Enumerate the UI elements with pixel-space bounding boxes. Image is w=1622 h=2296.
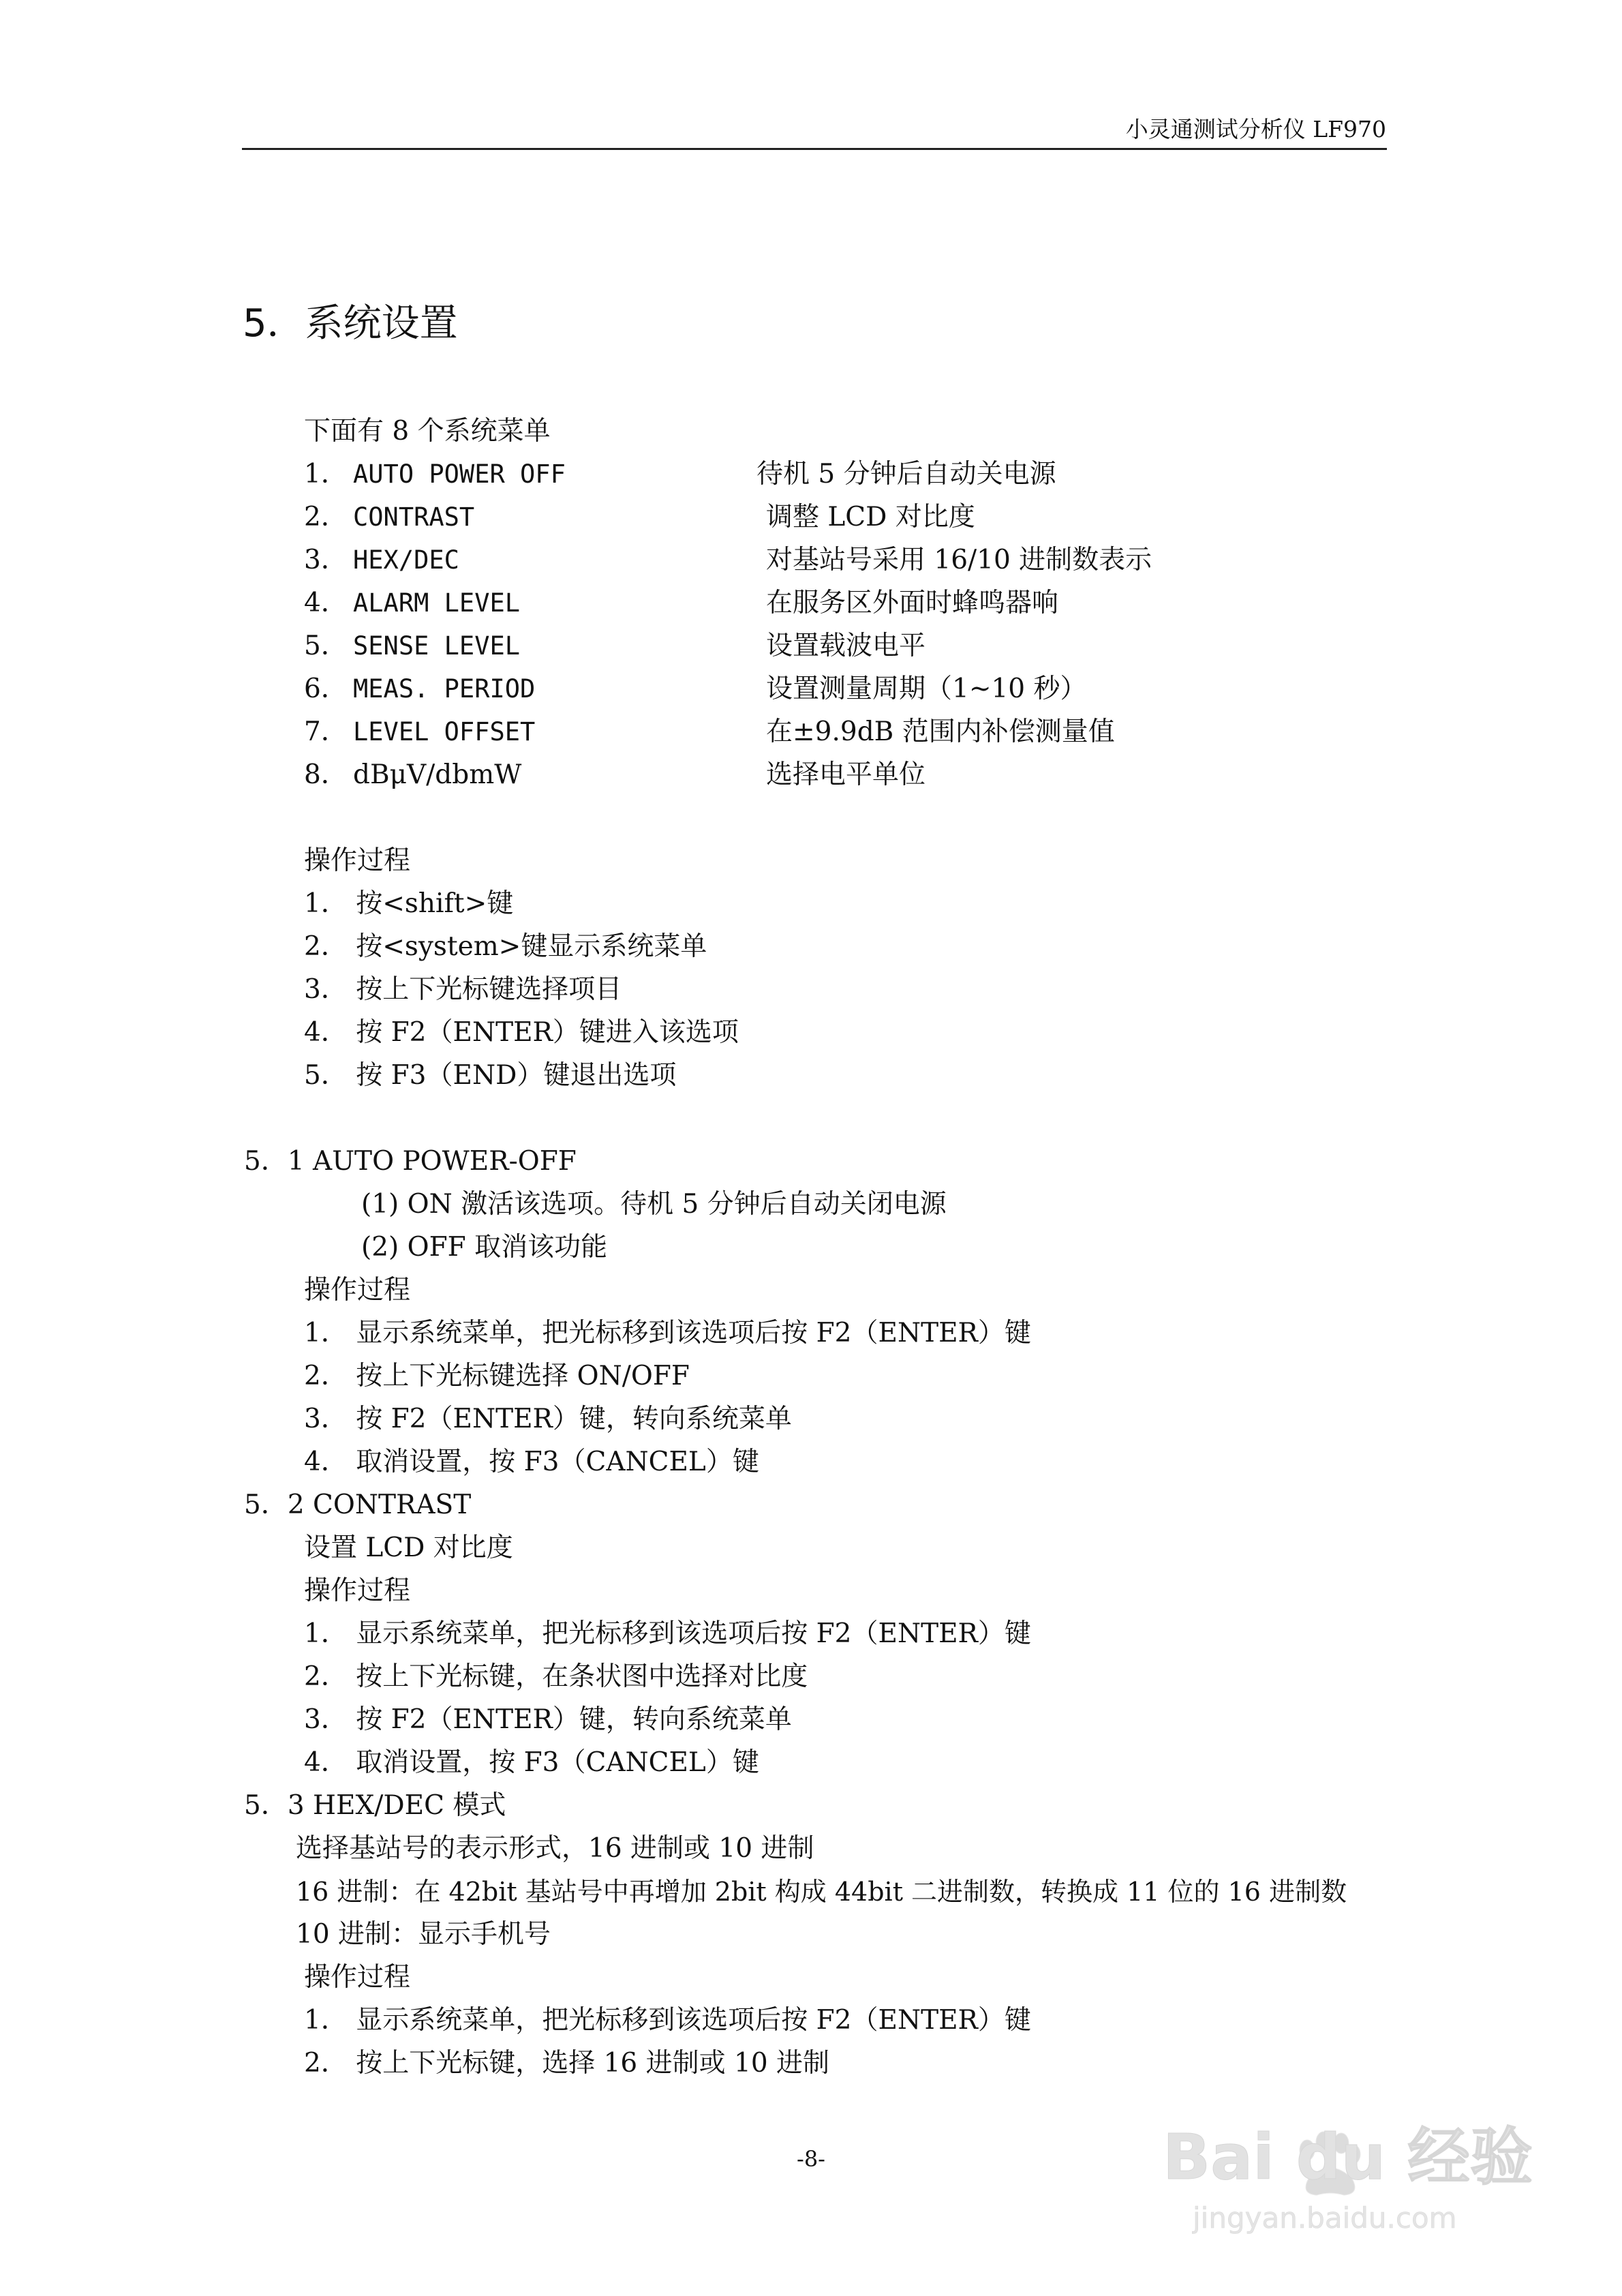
baidu-watermark [1152,2091,1533,2248]
menu-item-number: 7． [304,716,348,747]
menu-item-name: CONTRAST [353,502,475,532]
menu-item-number: 6． [304,674,348,704]
subsection-description: 选择基站号的表示形式，16 进制或 10 进制 [296,1833,814,1864]
watermark-url-text: jingyan.baidu.com [1193,2201,1457,2235]
option-on: (1) ON 激活该选项。待机 5 分钟后自动关闭电源 [361,1189,947,1220]
procedure-step: 5． 按 F3（END）键退出选项 [304,1060,677,1091]
option-off: (2) OFF 取消该功能 [361,1232,608,1263]
procedure-step: 1． 按<shift>键 [304,888,514,919]
menu-item-name: HEX/DEC [353,545,459,575]
procedure-step: 3． 按 F2（ENTER）键，转向系统菜单 [304,1704,792,1735]
menu-item-name: MEAS. PERIOD [353,674,536,704]
menu-intro: 下面有 8 个系统菜单 [304,416,551,447]
menu-item-desc: 对基站号采用 16/10 进制数表示 [766,545,1152,575]
procedure-step: 1． 显示系统菜单，把光标移到该选项后按 F2（ENTER）键 [304,1618,1031,1649]
menu-item-name: AUTO POWER OFF [353,459,566,489]
procedure-step: 3． 按 F2（ENTER）键，转向系统菜单 [304,1404,792,1434]
menu-item-desc: 在±9.9dB 范围内补偿测量值 [766,716,1115,747]
menu-item-name: ALARM LEVEL [353,588,521,618]
procedure-step: 2． 按上下光标键，选择 16 进制或 10 进制 [304,2048,830,2079]
procedure-step: 2． 按上下光标键，在条状图中选择对比度 [304,1661,808,1692]
procedure-step: 2． 按<system>键显示系统菜单 [304,931,707,962]
procedure-step: 3． 按上下光标键选择项目 [304,974,622,1005]
procedure-step: 2． 按上下光标键选择 ON/OFF [304,1361,690,1391]
header-divider [242,148,1387,150]
menu-item-number: 4． [304,588,348,618]
subsection-heading: 5．3 HEX/DEC 模式 [244,1790,506,1821]
menu-item-number: 3． [304,545,348,575]
menu-item-desc: 选择电平单位 [766,759,926,790]
menu-item-name: dBμV/dbmW [353,759,522,790]
menu-item-number: 8． [304,759,348,790]
menu-item-name: LEVEL OFFSET [353,717,536,746]
procedure-title: 操作过程 [304,1275,411,1305]
menu-item-number: 2． [304,502,348,532]
menu-item-desc: 待机 5 分钟后自动关电源 [756,459,1056,489]
section-title: 5．系统设置 [243,301,458,346]
menu-item-desc: 调整 LCD 对比度 [766,502,975,532]
menu-item-number: 5． [304,631,348,661]
menu-item-number: 1． [304,459,348,489]
subsection-description: 16 进制：在 42bit 基站号中再增加 2bit 构成 44bit 二进制数，转换成 11 位的 16 进制数 [296,1877,1347,1907]
menu-item-desc: 设置载波电平 [766,631,926,661]
procedure-step: 4． 取消设置，按 F3（CANCEL）键 [304,1747,759,1778]
watermark-brand-text: Bai du 经验 [1163,2121,1533,2194]
procedure-title: 操作过程 [304,1575,411,1606]
document-header-title: 小灵通测试分析仪 LF970 [1125,116,1386,142]
menu-item-name: SENSE LEVEL [353,631,521,661]
subsection-description: 设置 LCD 对比度 [304,1532,513,1563]
procedure-step: 4． 取消设置，按 F3（CANCEL）键 [304,1447,759,1477]
subsection-heading: 5．2 CONTRAST [244,1490,472,1520]
subsection-heading: 5．1 AUTO POWER-OFF [244,1146,577,1177]
page-number: -8- [797,2146,825,2172]
procedure-title: 操作过程 [304,845,411,876]
subsection-description: 10 进制：显示手机号 [296,1919,551,1950]
menu-item-desc: 设置测量周期（1~10 秒） [766,674,1087,704]
procedure-step: 1． 显示系统菜单，把光标移到该选项后按 F2（ENTER）键 [304,2005,1031,2036]
paw-icon [1152,2091,1533,2248]
procedure-step: 1． 显示系统菜单，把光标移到该选项后按 F2（ENTER）键 [304,1318,1031,1348]
procedure-step: 4． 按 F2（ENTER）键进入该选项 [304,1017,739,1048]
menu-item-desc: 在服务区外面时蜂鸣器响 [766,588,1059,618]
procedure-title: 操作过程 [304,1962,411,1993]
